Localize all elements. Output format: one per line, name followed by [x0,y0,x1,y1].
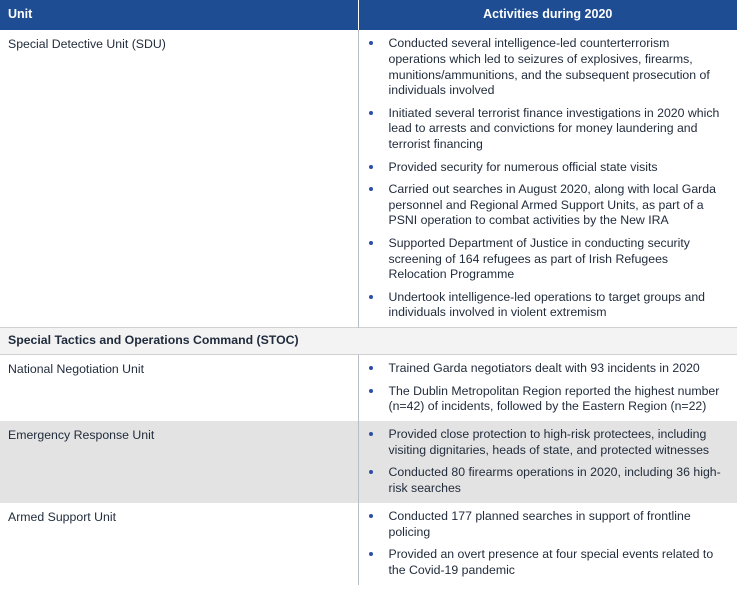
list-item [359,182,728,229]
activity-text: Conducted several intelligence-led counterterrorism operations which led to seizures of explosives, firearms, munitions/ammunitions, and the subsequent prosecution of individuals involved [388,36,710,98]
bullet-icon [369,295,373,299]
activities-list [359,355,737,421]
activity-text: Initiated several terrorist finance investigations in 2020 which lead to arrests and convictions for money laundering and terrorist financing [388,105,720,152]
list-item [359,465,728,497]
activity-text: The Dublin Metropolitan Region reported the highest number (n=42) of incidents, followed by the Eastern Region (n=22) [388,383,720,414]
bullet-icon [369,187,373,191]
table-row [0,503,737,585]
activities-list [359,503,737,585]
activities-cell [358,503,737,585]
unit-cell: Emergency Response Unit [0,421,358,503]
activities-cell [358,355,737,421]
list-item [359,427,728,459]
list-item [359,106,728,153]
list-item [359,384,728,416]
activities-cell [358,30,737,328]
list-item [359,36,728,99]
activity-text: Trained Garda negotiators dealt with 93 incidents in 2020 [388,361,700,376]
activity-text: Supported Department of Justice in conducting security screening of 164 refugees as part of Irish Refugees Relocation Programme [388,235,690,282]
list-item [359,236,728,283]
activities-column-header: Activities during 2020 [358,0,737,30]
bullet-icon [369,111,373,115]
activity-text: Provided security for numerous official state visits [388,159,658,174]
list-item [359,509,728,541]
list-item [359,160,728,176]
activity-text: Carried out searches in August 2020, along with local Garda personnel and Regional Armed Support Units, as part of a PSNI operation to combat activities by the New IRA [388,181,716,228]
list-item [359,361,728,377]
activities-list [359,421,737,503]
bullet-icon [369,165,373,169]
bullet-icon [369,366,373,370]
unit-cell: Special Detective Unit (SDU) [0,30,358,328]
bullet-icon [369,470,373,474]
list-item [359,547,728,579]
bullet-icon [369,41,373,45]
activities-cell [358,421,737,503]
activity-text: Undertook intelligence-led operations to target groups and individuals involved in violent extremism [388,289,706,320]
bullet-icon [369,241,373,245]
unit-column-header: Unit [0,0,358,30]
bullet-icon [369,514,373,518]
activity-text: Provided an overt presence at four special events related to the Covid-19 pandemic [388,546,714,577]
section-title: Special Tactics and Operations Command (STOC) [0,328,737,355]
bullet-icon [369,552,373,556]
section-row [0,328,737,355]
table-row [0,355,737,421]
bullet-icon [369,389,373,393]
table-row [0,421,737,503]
table-row [0,30,737,328]
activities-list [359,30,737,327]
activity-text: Conducted 80 firearms operations in 2020, including 36 high-risk searches [388,465,721,496]
activity-text: Conducted 177 planned searches in support of frontline policing [388,508,691,539]
list-item [359,290,728,322]
table-header-row [0,0,737,30]
bullet-icon [369,432,373,436]
unit-cell: Armed Support Unit [0,503,358,585]
activity-text: Provided close protection to high-risk protectees, including visiting dignitaries, heads of state, and protected witnesses [388,427,710,457]
unit-cell: National Negotiation Unit [0,355,358,421]
